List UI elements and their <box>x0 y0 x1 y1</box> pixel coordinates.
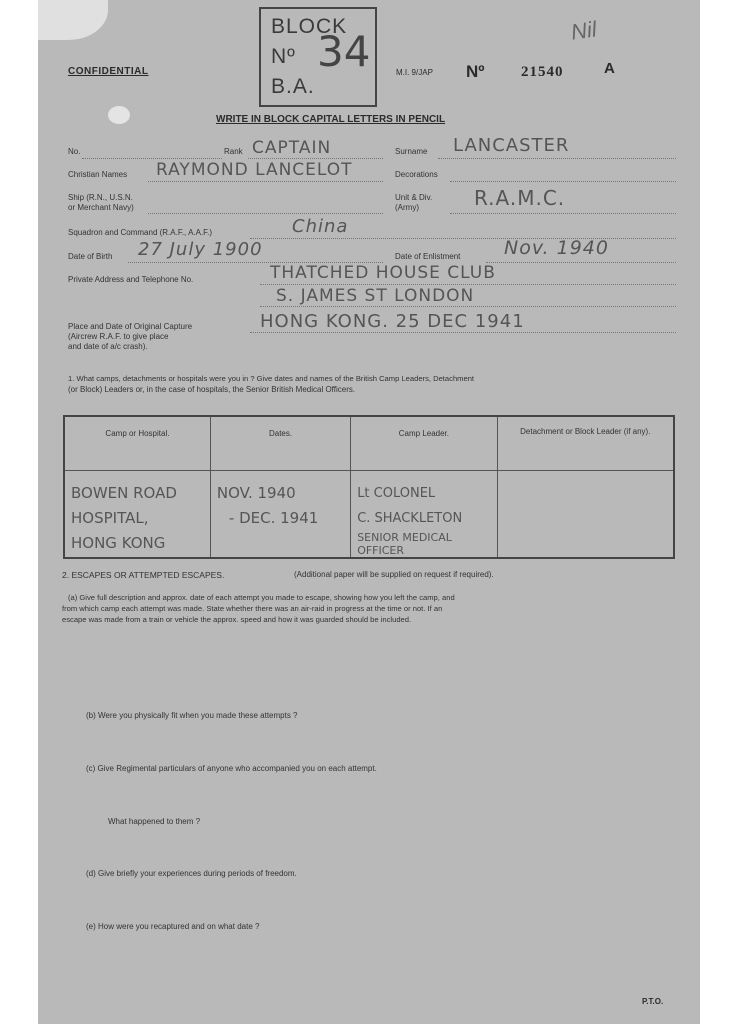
unit-label-1: Unit & Div. <box>395 193 433 202</box>
ship-label-2: or Merchant Navy) <box>68 203 134 212</box>
header-dates: Dates. <box>210 416 350 471</box>
camps-table <box>63 415 675 559</box>
leader-line-1: Lt COLONEL <box>357 486 436 501</box>
pto-label: P.T.O. <box>642 997 664 1006</box>
section-2-note: (Additional paper will be supplied on request if required). <box>294 570 494 579</box>
serial-suffix: A <box>604 60 615 77</box>
punch-hole <box>108 106 130 124</box>
torn-corner <box>38 0 108 40</box>
stamp-line-block: BLOCK <box>271 15 348 38</box>
stamp-line-no: Nº <box>271 45 296 68</box>
section-2a-line-3: escape was made from a train or vehicle the approx. speed and how it was guarded should be included. <box>62 615 412 624</box>
section-2c: (c) Give Regimental particulars of anyone who accompanied you on each attempt. <box>86 764 377 773</box>
enlistment-label: Date of Enlistment <box>395 252 461 261</box>
address-dotline-1 <box>260 284 676 285</box>
dates-line-1: NOV. 1940 <box>216 484 296 502</box>
corner-handwritten-note: Nil <box>569 16 599 45</box>
enlistment-value: Nov. 1940 <box>504 237 609 259</box>
section-2b: (b) Were you physically fit when you made these attempts ? <box>86 711 298 720</box>
header-camp: Camp or Hospital. <box>64 416 210 471</box>
capture-label-2: (Aircrew R.A.F. to give place <box>68 332 169 341</box>
cell-camp <box>64 471 210 559</box>
surname-dotline <box>438 158 676 159</box>
rank-value: CAPTAIN <box>252 138 332 158</box>
header-detachment-leader: Detachment or Block Leader (if any). <box>497 416 674 471</box>
stamp-line-ba: B.A. <box>271 75 315 98</box>
form-sheet <box>38 0 700 1024</box>
address-line-1: THATCHED HOUSE CLUB <box>270 263 496 283</box>
ship-dotline <box>148 213 383 214</box>
question-1-line-2: (or Block) Leaders or, in the case of hospitals, the Senior British Medical Officers. <box>68 385 356 394</box>
surname-value: LANCASTER <box>453 135 570 156</box>
squadron-value: China <box>292 216 349 237</box>
address-dotline-2 <box>260 306 676 307</box>
no-label: No. <box>68 147 81 156</box>
stamp-handwritten-number: 34 <box>317 27 371 76</box>
unit-dotline <box>450 213 676 214</box>
form-code: M.I. 9/JAP <box>396 68 433 77</box>
block-stamp <box>259 7 377 107</box>
table-header-row <box>64 416 674 471</box>
question-1-line-1: 1. What camps, detachments or hospitals were you in ? Give dates and names of the British Camp Leaders, Detachment <box>68 374 475 383</box>
section-2a-line-1: (a) Give full description and approx. date of each attempt you made to escape, showing how you left the camp, and <box>68 593 455 602</box>
leader-line-2: C. SHACKLETON <box>357 511 463 526</box>
section-2e: (e) How were you recaptured and on what date ? <box>86 922 260 931</box>
squadron-label: Squadron and Command (R.A.F., A.A.F.) <box>68 228 213 237</box>
christian-names-value: RAYMOND LANCELOT <box>156 160 353 180</box>
address-label: Private Address and Telephone No. <box>68 275 194 284</box>
camp-line-1: BOWEN ROAD <box>71 484 177 502</box>
dob-label: Date of Birth <box>68 252 113 261</box>
dob-value: 27 July 1900 <box>138 239 263 260</box>
leader-line-3: SENIOR MEDICAL OFFICER <box>357 531 452 557</box>
section-2-title: 2. ESCAPES OR ATTEMPTED ESCAPES. <box>62 570 225 580</box>
header-camp-leader: Camp Leader. <box>351 416 497 471</box>
serial-number: 21540 <box>521 64 564 80</box>
capture-value: HONG KONG. 25 DEC 1941 <box>260 311 525 332</box>
confidential-heading: CONFIDENTIAL <box>68 66 149 77</box>
decorations-dotline <box>450 181 676 182</box>
camp-line-3: HONG KONG <box>71 534 166 552</box>
table-row <box>64 471 674 559</box>
instruction-heading: WRITE IN BLOCK CAPITAL LETTERS IN PENCIL <box>216 114 446 125</box>
capture-label-3: and date of a/c crash). <box>68 342 148 351</box>
enlistment-dotline <box>486 262 676 263</box>
rank-dotline <box>248 158 383 159</box>
christian-dotline <box>148 181 383 182</box>
no-dotline <box>82 158 222 159</box>
section-2d: (d) Give briefly your experiences during periods of freedom. <box>86 869 297 878</box>
cell-camp-leader <box>351 471 497 559</box>
christian-names-label: Christian Names <box>68 170 128 179</box>
squadron-dotline <box>250 238 676 239</box>
number-symbol: Nº <box>466 62 485 81</box>
dates-line-2: - DEC. 1941 <box>228 509 319 527</box>
section-2c-follow: What happened to them ? <box>108 817 201 826</box>
camp-line-2: HOSPITAL, <box>71 509 149 527</box>
surname-label: Surname <box>395 147 428 156</box>
rank-label: Rank <box>224 147 243 156</box>
cell-dates <box>210 471 350 559</box>
capture-label-1: Place and Date of Original Capture <box>68 322 193 331</box>
capture-dotline <box>250 332 676 333</box>
section-2a-line-2: from which camp each attempt was made. State whether there was an air-raid in progress at the time or not. If an <box>62 604 443 613</box>
unit-value: R.A.M.C. <box>474 186 566 210</box>
ship-label-1: Ship (R.N., U.S.N. <box>68 193 133 202</box>
address-line-2: S. JAMES ST LONDON <box>276 286 475 306</box>
cell-detachment-leader <box>497 471 674 559</box>
decorations-label: Decorations <box>395 170 438 179</box>
unit-label-2: (Army) <box>395 203 419 212</box>
